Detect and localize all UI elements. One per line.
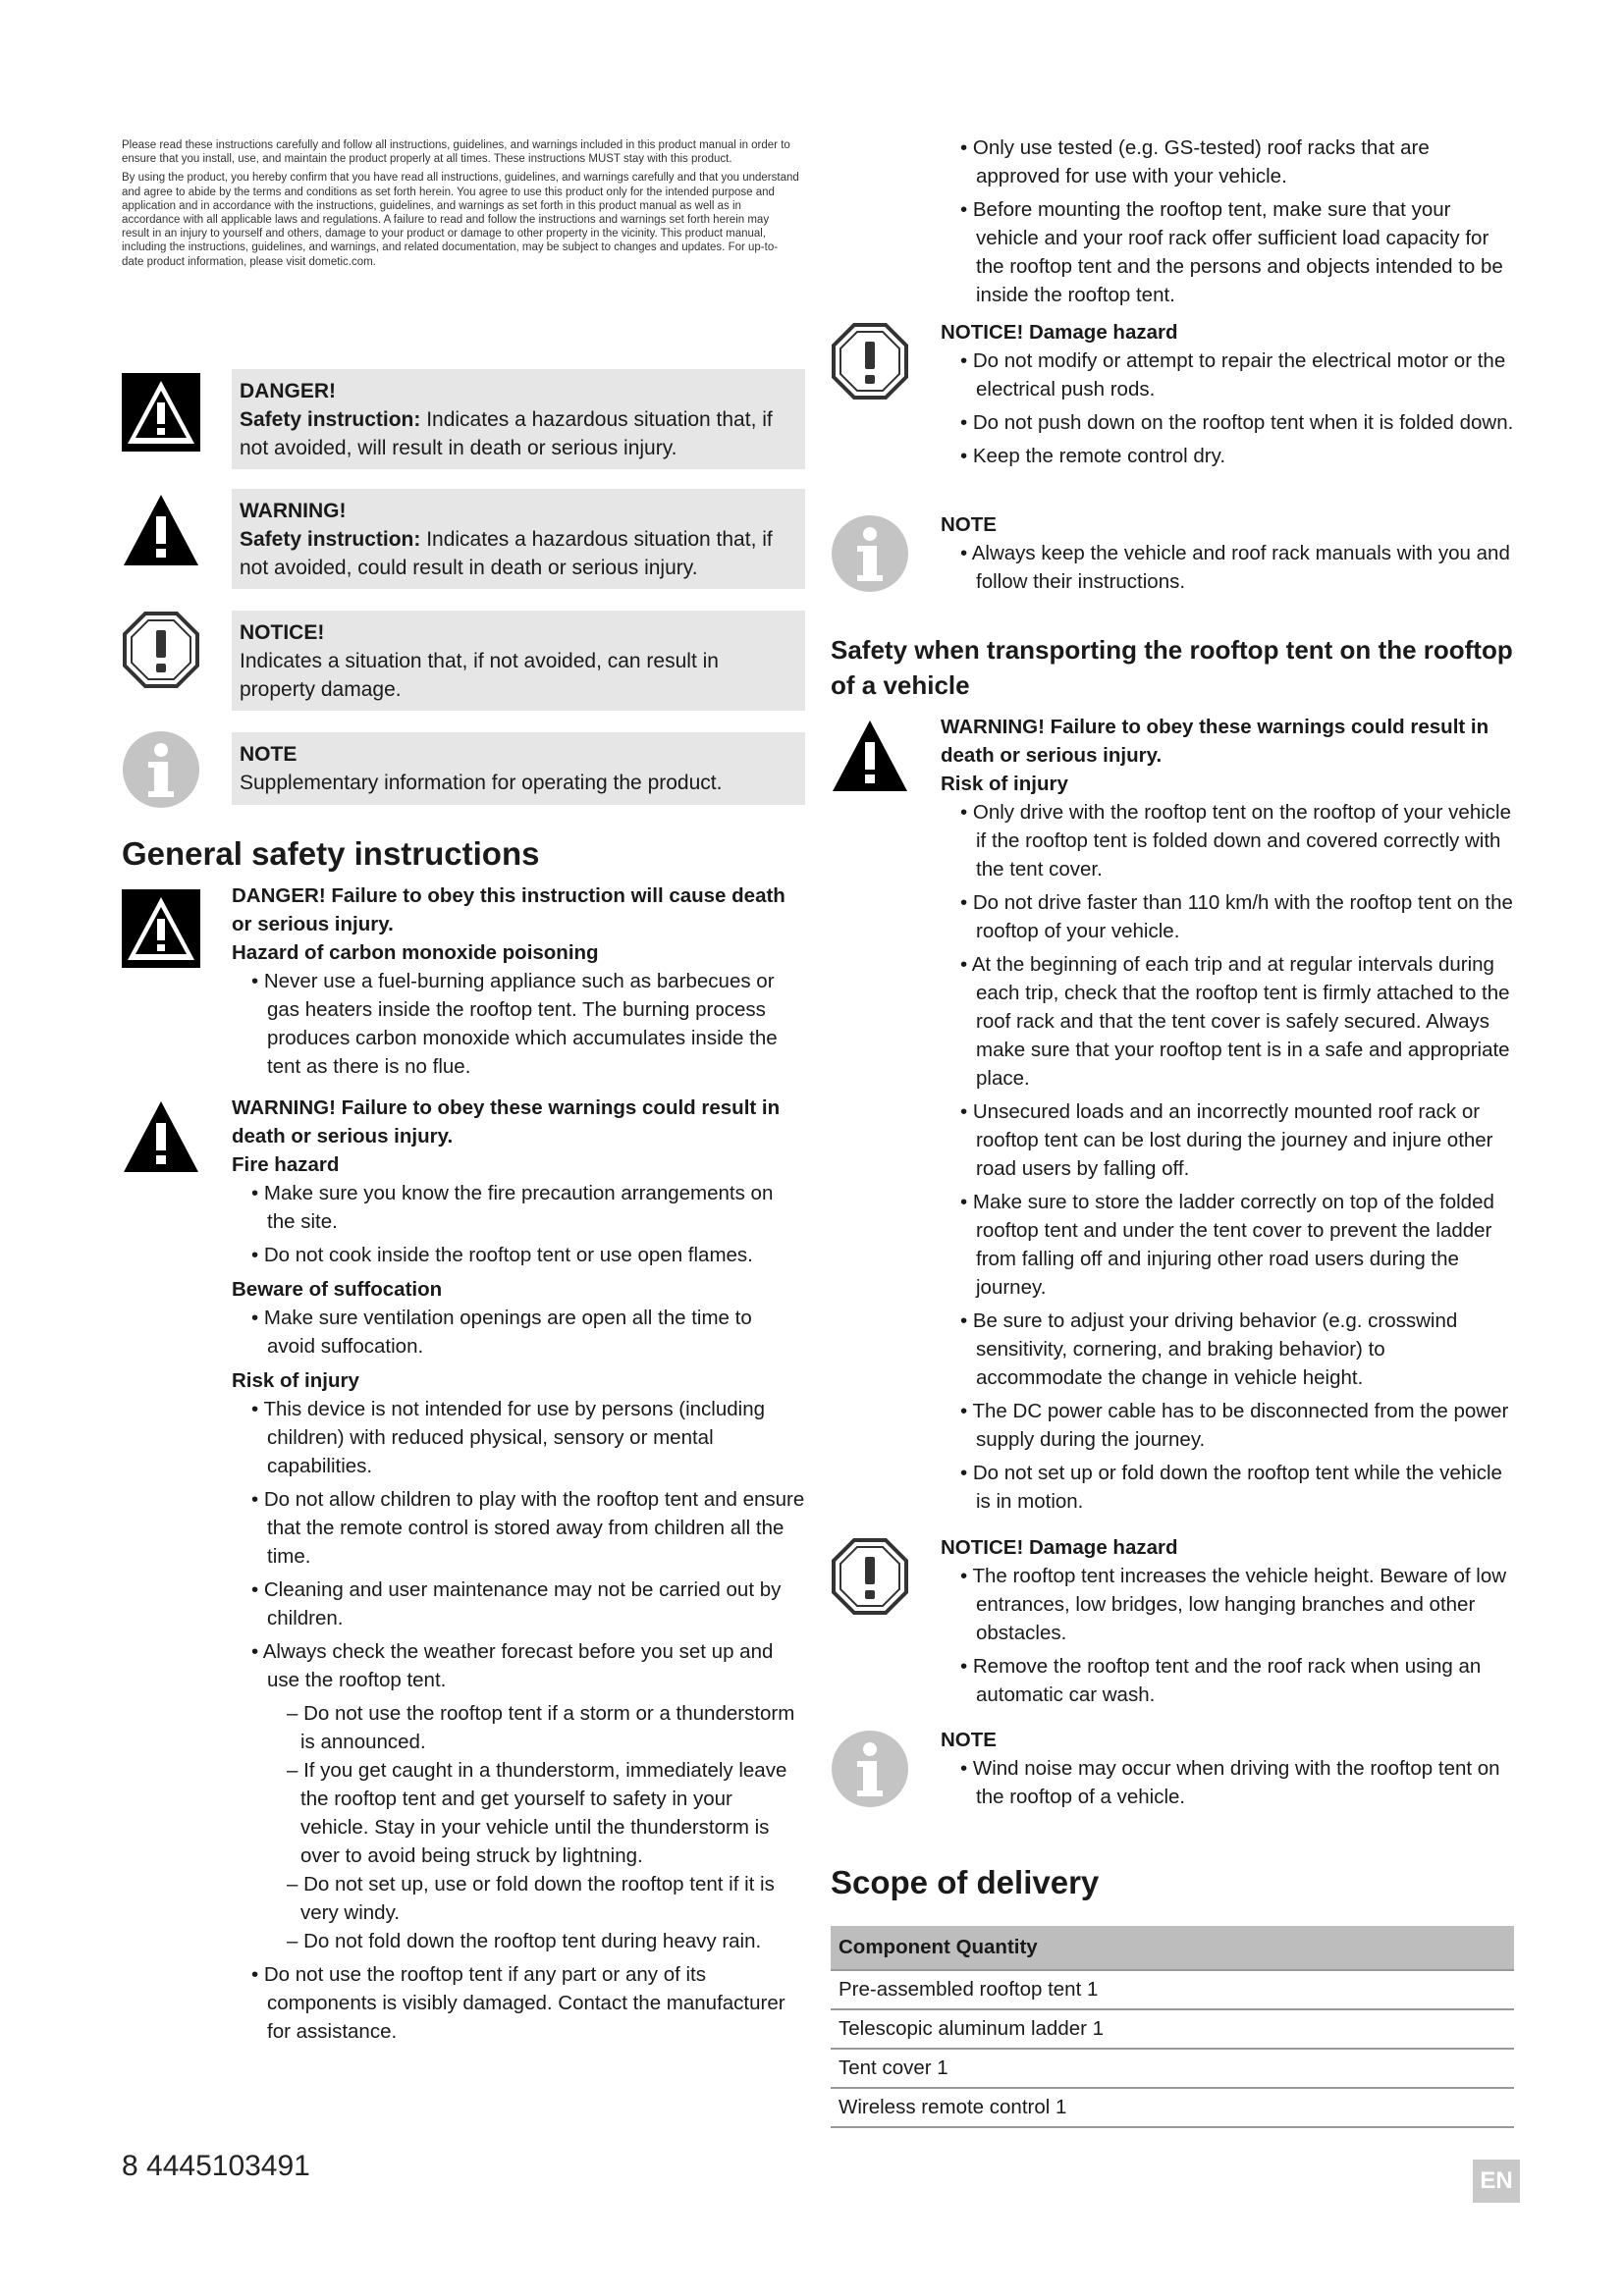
notice-legend bbox=[232, 611, 805, 711]
table-row: Tent cover 1 bbox=[831, 2049, 1514, 2088]
list-item: • Only drive with the rooftop tent on the rooftop of your vehicle if the rooftop tent is folded down and covered correctly with the tent cover. bbox=[960, 801, 1511, 881]
table-row: Pre-assembled rooftop tent 1 bbox=[831, 1970, 1514, 2009]
list-item: • Never use a fuel-burning appliance such as barbecues or gas heaters inside the rooftop tent. The burning process produces carbon monoxide which accumulates inside the tent as there is no flue. bbox=[251, 970, 778, 1078]
scope-table bbox=[831, 1926, 1514, 2128]
suffocation-heading: Beware of suffocation bbox=[232, 1278, 443, 1301]
danger-icon bbox=[122, 373, 200, 452]
list-item: • Do not use the rooftop tent if any part or any of its components is visibly damaged. Contact the manufacturer for assistance. bbox=[251, 1963, 785, 2043]
danger-bold: Safety instruction: bbox=[240, 408, 421, 431]
note-block bbox=[941, 510, 1514, 602]
list-item: • Before mounting the rooftop tent, make sure that your vehicle and your roof rack offer sufficient load capacity for the rooftop tent and the persons and objects intended to be inside the rooftop tent. bbox=[960, 198, 1503, 306]
notice-title: NOTICE! bbox=[240, 621, 325, 644]
sub-list-item: – Do not set up, use or fold down the rooftop tent if it is very windy. bbox=[287, 1873, 775, 1924]
table-row: Wireless remote control 1 bbox=[831, 2088, 1514, 2127]
transport-note-heading: NOTE bbox=[941, 1729, 997, 1751]
transport-warning-heading: WARNING! Failure to obey these warnings could result in death or serious injury. bbox=[941, 716, 1489, 767]
injury-heading: Risk of injury bbox=[232, 1369, 359, 1392]
language-badge: EN bbox=[1473, 2160, 1520, 2203]
warning-title: WARNING! bbox=[240, 500, 347, 522]
list-item: • Do not set up or fold down the rooftop tent while the vehicle is in motion. bbox=[960, 1462, 1502, 1513]
notice-icon bbox=[831, 322, 909, 400]
transport-notice-block bbox=[941, 1533, 1514, 1715]
sub-list-item: – If you get caught in a thunderstorm, immediately leave the rooftop tent and get yourself to safety in your vehicle. Stay in your vehicle until the thunderstorm is over to avoid being struck by lightning. bbox=[287, 1759, 787, 1867]
note-legend bbox=[232, 732, 805, 805]
warning-icon bbox=[831, 717, 909, 795]
page-number: 8 4445103491 bbox=[122, 2150, 310, 2182]
list-item: • Unsecured loads and an incorrectly mounted roof rack or rooftop tent can be lost during the journey and injure other road users by falling off. bbox=[960, 1100, 1493, 1180]
list-item: • Be sure to adjust your driving behavior (e.g. crosswind sensitivity, cornering, and braking behavior) to accommodate the change in vehicle height. bbox=[960, 1309, 1458, 1389]
general-danger-block bbox=[232, 881, 805, 1087]
list-item: • At the beginning of each trip and at regular intervals during each trip, check that the rooftop tent is firmly attached to the roof rack and that the tent cover is safely secured. Always make sure that your rooftop tent is in a safe and appropriate place. bbox=[960, 953, 1510, 1090]
list-item: • Only use tested (e.g. GS-tested) roof racks that are approved for use with your vehicle. bbox=[960, 136, 1430, 187]
list-item: • Do not push down on the rooftop tent when it is folded down. bbox=[960, 411, 1514, 434]
notice-text: Indicates a situation that, if not avoided, can result in property damage. bbox=[240, 650, 719, 701]
general-warning-heading: WARNING! Failure to obey these warnings could result in death or serious injury. bbox=[232, 1096, 781, 1148]
note-title: NOTE bbox=[240, 743, 298, 766]
list-item: • Do not drive faster than 110 km/h with the rooftop tent on the rooftop of your vehicle. bbox=[960, 891, 1513, 942]
list-item: • Make sure ventilation openings are open all the time to avoid suffocation. bbox=[251, 1307, 752, 1358]
transport-warning-block bbox=[941, 713, 1514, 1522]
danger-title: DANGER! bbox=[240, 380, 336, 402]
danger-legend bbox=[232, 369, 805, 469]
notice-icon bbox=[831, 1537, 909, 1616]
note-heading: NOTE bbox=[941, 513, 997, 536]
info-icon bbox=[831, 514, 909, 593]
co-hazard-heading: Hazard of carbon monoxide poisoning bbox=[232, 941, 599, 964]
notice-damage-heading: NOTICE! Damage hazard bbox=[941, 321, 1178, 344]
general-warning-block bbox=[232, 1094, 805, 2052]
scope-heading: Scope of delivery bbox=[831, 1864, 1100, 1900]
list-item: • Do not cook inside the rooftop tent or use open flames. bbox=[251, 1244, 753, 1266]
transport-injury-heading: Risk of injury bbox=[941, 773, 1068, 795]
info-icon bbox=[831, 1730, 909, 1808]
sub-list-item: – Do not fold down the rooftop tent during heavy rain. bbox=[287, 1930, 762, 1952]
warning-icon bbox=[122, 491, 200, 569]
danger-text: Indicates a hazardous situation that, if not avoided, will result in death or serious injury. bbox=[240, 408, 773, 459]
intro-paragraph-1: Please read these instructions carefully and follow all instructions, guidelines, and warnings included in this product manual in order to ensure that you install, use, and maintain the product properly at all times. These instructions MUST stay with this product. bbox=[122, 139, 790, 166]
info-icon bbox=[122, 730, 200, 809]
table-header: Component Quantity bbox=[831, 1926, 1514, 1970]
list-item: • Do not modify or attempt to repair the electrical motor or the electrical push rods. bbox=[960, 349, 1506, 400]
intro-paragraph-2: By using the product, you hereby confirm that you have read all instructions, guidelines, and warnings carefully and that you understand and agree to abide by the terms and conditions as set forth herein. You agree to use this product only for the intended purpose and application and in accordance with the instructions, guidelines, and warnings as set forth in this product manual as well as in accordance with all applicable laws and regulations. A failure to read and follow the instructions and warnings set forth herein may result in an injury to yourself and others, damage to your product or damage to other property in the vicinity. This product manual, including the instructions, guidelines, and warnings, and related documentation, may be subject to changes and updates. For up-to-date product information, please visit dometic.com. bbox=[122, 172, 799, 268]
list-item: • This device is not intended for use by persons (including children) with reduced physical, sensory or mental capabilities. bbox=[251, 1398, 766, 1477]
sub-list-item: – Do not use the rooftop tent if a storm or a thunderstorm is announced. bbox=[287, 1702, 795, 1753]
list-item: • Remove the rooftop tent and the roof rack when using an automatic car wash. bbox=[960, 1655, 1482, 1706]
list-item: • Always check the weather forecast before you set up and use the rooftop tent. bbox=[251, 1640, 774, 1691]
warning-bold: Safety instruction: bbox=[240, 528, 421, 551]
danger-icon bbox=[122, 889, 200, 968]
list-item: • Always keep the vehicle and roof rack manuals with you and follow their instructions. bbox=[960, 542, 1510, 593]
table-row: Telescopic aluminum ladder 1 bbox=[831, 2009, 1514, 2049]
transport-notice-heading: NOTICE! Damage hazard bbox=[941, 1536, 1178, 1559]
list-item: • Keep the remote control dry. bbox=[960, 445, 1226, 467]
general-safety-heading: General safety instructions bbox=[122, 835, 540, 872]
list-item: • Wind noise may occur when driving with the rooftop tent on the rooftop of a vehicle. bbox=[960, 1757, 1500, 1808]
list-item: • The DC power cable has to be disconnected from the power supply during the journey. bbox=[960, 1400, 1509, 1451]
warning-text: Indicates a hazardous situation that, if not avoided, could result in death or serious injury. bbox=[240, 528, 773, 579]
intro-text bbox=[122, 138, 799, 274]
list-item: • Cleaning and user maintenance may not be carried out by children. bbox=[251, 1578, 782, 1629]
fire-hazard-heading: Fire hazard bbox=[232, 1153, 340, 1176]
warning-legend bbox=[232, 489, 805, 589]
transport-note-block bbox=[941, 1726, 1514, 1817]
notice-damage-block bbox=[941, 318, 1514, 476]
transport-heading: Safety when transporting the rooftop tent on the rooftop of a vehicle bbox=[831, 635, 1513, 700]
list-item: • The rooftop tent increases the vehicle height. Beware of low entrances, low bridges, low hanging branches and other obstacles. bbox=[960, 1565, 1507, 1644]
roof-rack-block bbox=[941, 133, 1514, 315]
general-danger-heading: DANGER! Failure to obey this instruction will cause death or serious injury. bbox=[232, 884, 785, 935]
list-item: • Do not allow children to play with the rooftop tent and ensure that the remote control is stored away from children all the time. bbox=[251, 1488, 805, 1568]
note-text: Supplementary information for operating the product. bbox=[240, 772, 723, 794]
notice-icon bbox=[122, 611, 200, 689]
warning-icon bbox=[122, 1097, 200, 1176]
list-item: • Make sure to store the ladder correctly on top of the folded rooftop tent and under the tent cover to prevent the ladder from falling off and injuring other road users during the journey. bbox=[960, 1191, 1494, 1299]
list-item: • Make sure you know the fire precaution arrangements on the site. bbox=[251, 1182, 774, 1233]
